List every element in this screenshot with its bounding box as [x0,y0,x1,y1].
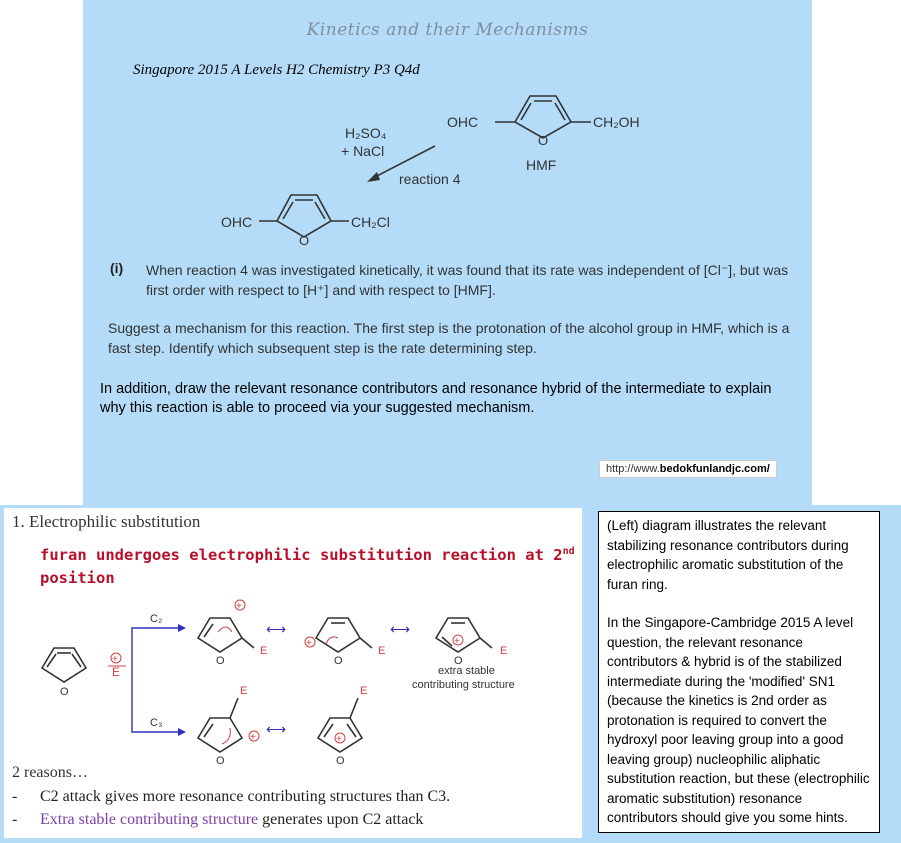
product-structure [259,195,349,237]
hmf-structure [495,96,591,138]
c2-3-o: O [454,655,463,667]
hmf-label: HMF [526,157,557,173]
furan-start-oxygen: O [60,686,69,698]
reagent-acid: H₂SO₄ [345,125,387,141]
resonance-arrow-2: ⟷ [390,621,411,637]
c2-2-e: E [378,645,386,657]
c3-label: C₃ [150,717,163,729]
reaction-label: reaction 4 [399,171,461,187]
extra-stable-label-1: extra stable [438,665,495,677]
page-title: Kinetics and their Mechanisms [306,20,589,40]
note-paragraph-2: In the Singapore-Cambridge 2015 A level question, the relevant resonance contributors & hybrid is of the stabilized intermediate during the 'modified' SN1 (because the kinetics is 2nd order as protonation is required to convert the hydroxyl poor leaving group into a good leaving group) nucleophilic aliphatic substitution reaction, but these (electrophilic aromatic substitution) resonance contributors should give you some hints. [607,615,870,825]
c2-2-charge: + [306,638,312,649]
c2-structure-2 [316,618,372,652]
explanation-note [598,511,880,833]
c2-2-o: O [334,655,343,667]
hmf-ohc: OHC [447,114,479,130]
question-kinetics-text: When reaction 4 was investigated kinetically, it was found that its rate was independent of [Cl⁻], but was first order with respect to [H⁺] and with respect to [HMF]. [146,262,789,298]
reason-1: - C2 attack gives more resonance contributing structures than C3. [12,788,451,805]
question-panel [83,0,812,505]
c3-2-charge: + [336,734,342,745]
product-ohc: OHC [221,214,253,230]
c3-2-o: O [336,755,345,767]
c3-1-charge: + [250,732,256,743]
c3-1-e: E [240,685,248,697]
note-paragraph-1: (Left) diagram illustrates the relevant stabilizing resonance contributors during electrophilic aromatic substitution of the furan ring. [607,518,849,592]
c2-1-o: O [216,655,225,667]
reason-2: - Extra stable contributing structure generates upon C2 attack [12,811,424,828]
furan-start [42,648,86,682]
c2-1-e: E [260,645,268,657]
c2-structure-3 [436,618,492,652]
reaction-scheme [83,0,812,250]
slide-subtitle: furan undergoes electrophilic substitution reaction at 2nd position [40,546,575,588]
c3-2-e: E [360,685,368,697]
resonance-arrow-1: ⟷ [266,621,287,637]
extra-stable-label-2: contributing structure [412,679,515,691]
hmf-o: O [538,133,549,148]
product-o: O [299,233,310,248]
reasons-heading: 2 reasons… [12,764,88,781]
source-url[interactable]: http://www.bedokfunlandjc.com/ [599,460,777,478]
hmf-ch2oh: CH₂OH [593,114,640,130]
resonance-arrow-3: ⟷ [266,721,287,737]
c2-structure-1 [198,618,254,652]
c3-structure-1 [198,698,242,752]
c2-1-charge: + [236,601,242,612]
product-ch2cl: CH₂Cl [351,214,390,230]
reagent-salt: + NaCl [341,143,385,159]
c2-3-e: E [500,645,508,657]
lecture-slide [4,508,582,838]
c2-label: C₂ [150,613,163,625]
electrophile-charge: + [112,654,118,665]
slide-heading: 1. Electrophilic substitution [12,512,201,531]
question-part-label: (i) [110,260,124,276]
question-mechanism-text: Suggest a mechanism for this reaction. The first step is the protonation of the alcohol group in HMF, which is a fast step. Identify which subsequent step is the rate determining step. [108,320,790,356]
electrophile-label: E [112,665,121,679]
c2-3-charge: + [454,636,460,647]
c3-1-o: O [216,755,225,767]
question-resonance-text: In addition, draw the relevant resonance contributors and resonance hybrid of the intermediate to explain why this reaction is able to proceed via your suggested mechanism. [100,381,772,416]
source-reference: Singapore 2015 A Levels H2 Chemistry P3 Q4d [133,62,420,78]
